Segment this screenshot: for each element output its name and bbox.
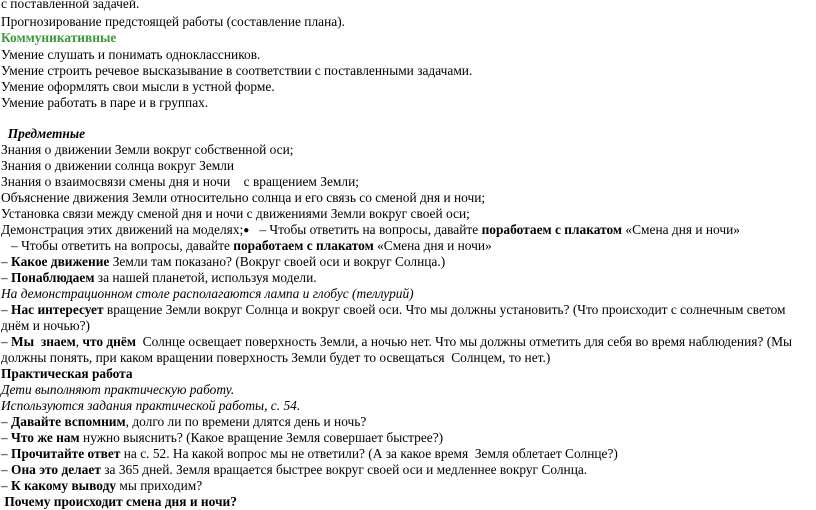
text-line: Объяснение движения Земли относительно солнца и его связь со сменой дня и ночи;	[1, 190, 486, 205]
section-heading-communicative: Коммуникативные	[1, 30, 117, 45]
text-line: – Нас интересует вращение Земли вокруг Солнца и вокруг своей оси. Что мы должны установить? (Что происходит с солнечным светом	[1, 302, 786, 317]
text-line: Умение оформлять свои мысли в устной форме.	[1, 79, 275, 94]
text-line: Знания о взаимосвязи смены дня и ночи с вращением Земли;	[1, 174, 359, 189]
text-line: – К какому выводу мы приходим?	[1, 478, 203, 493]
text-line: – Чтобы ответить на вопросы, давайте поработаем с плакатом «Смена дня и ночи»	[1, 238, 492, 253]
text-line: – Какое движение Земли там показано? (Вокруг своей оси и вокруг Солнца.)	[1, 254, 446, 269]
text-line: Умение работать в паре и в группах.	[1, 95, 209, 110]
text-line: с поставленной задачей.	[1, 0, 140, 11]
text-line: – Давайте вспомним, долго ли по времени длятся день и ночь?	[1, 414, 367, 429]
text-line: Умение строить речевое высказывание в соответствии с поставленными задачами.	[1, 63, 473, 78]
text-line: днём и ночью?)	[1, 318, 91, 333]
text-line: Установка связи между сменой дня и ночи с движениями Земли вокруг своей оси;	[1, 206, 470, 221]
text-line: – Понаблюдаем за нашей планетой, используя модели.	[1, 270, 317, 285]
text-line: Умение слушать и понимать одноклассников.	[1, 47, 261, 62]
bullet-icon: ●	[243, 225, 250, 236]
text-line: – Она это делает за 365 дней. Земля вращается быстрее вокруг своей оси и медленнее вокруг Солнца.	[1, 462, 588, 477]
text-line: – Мы знаем, что днём Солнце освещает поверхность Земли, а ночью нет. Что мы должны отметить для себя во время наблюдения? (Мы	[1, 334, 793, 349]
text-line: На демонстрационном столе располагаются лампа и глобус (теллурий)	[1, 286, 414, 301]
text-line: – Прочитайте ответ на с. 52. На какой вопрос мы не ответили? (А за какое время Земля облетает Солнце?)	[1, 446, 618, 461]
text-line: Демонстрация этих движений на моделях;● – Чтобы ответить на вопросы, давайте поработаем с плакатом «Смена дня и ночи»	[1, 222, 741, 237]
section-heading-practical: Практическая работа	[1, 366, 133, 381]
text-line: Знания о движении солнца вокруг Земли	[1, 158, 235, 173]
text-line: Почему происходит смена дня и ночи?	[1, 494, 237, 509]
text-line: – Что же нам нужно выяснить? (Какое вращение Земля совершает быстрее?)	[1, 430, 444, 445]
text-line: Дети выполняют практическую работу.	[1, 382, 235, 397]
text-line: Прогнозирование предстоящей работы (составление плана).	[1, 14, 346, 29]
text-line: Знания о движении Земли вокруг собственной оси;	[1, 142, 294, 157]
section-heading-subject: Предметные	[1, 126, 86, 141]
text-line: должны понять, при каком вращении поверхность Земли будет то освещаться Солнцем, то нет.)	[1, 350, 551, 365]
text-line: Используются задания практической работы, с. 54.	[1, 398, 301, 413]
